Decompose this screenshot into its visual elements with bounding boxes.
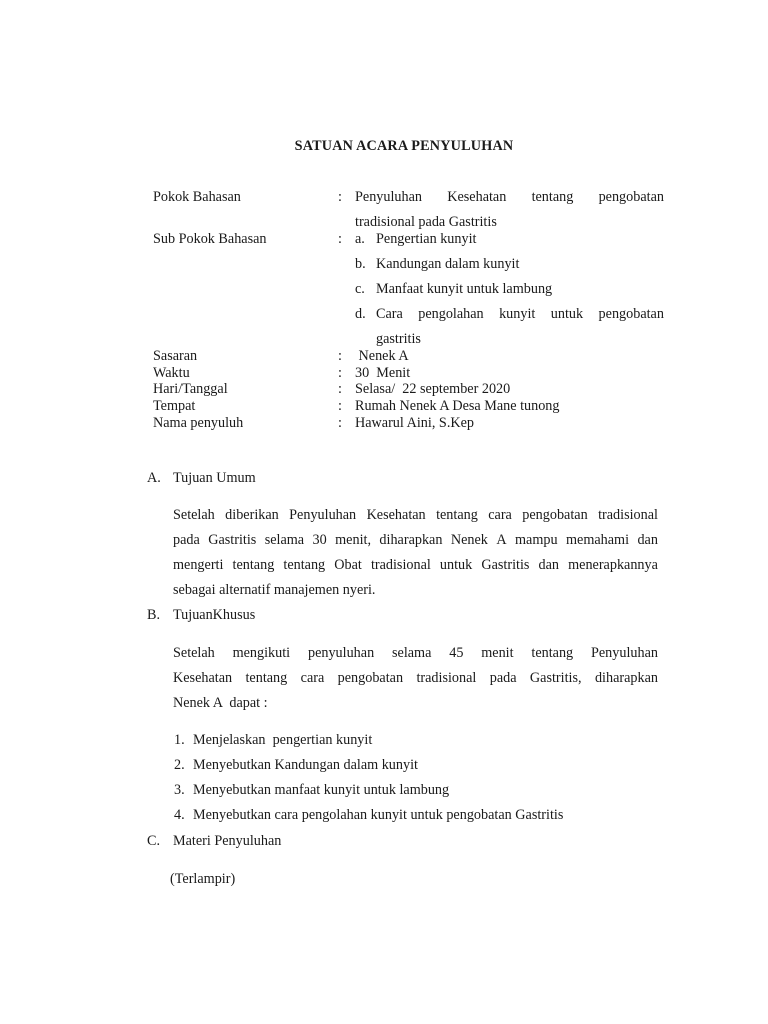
info-row-tempat — [153, 398, 665, 415]
word: Kesehatan — [173, 670, 233, 686]
sub-topic-text-line1 — [376, 306, 664, 323]
section-b-paragraph-line3: Nenek A dapat : — [173, 695, 268, 711]
word: menit, — [335, 532, 371, 548]
word: Penyuluhan — [289, 507, 357, 523]
word: Penyuluhan — [355, 189, 422, 205]
section-b-paragraph-line1 — [173, 645, 658, 662]
section-title: Tujuan Umum — [173, 470, 256, 486]
word: tentang — [283, 557, 326, 573]
section-title: Materi Penyuluhan — [173, 833, 282, 849]
section-letter: B. — [147, 607, 161, 623]
word: pada — [489, 670, 517, 686]
section-a-paragraph-line2 — [173, 532, 658, 549]
sub-topic-letter: a. — [355, 231, 365, 247]
list-number: 1. — [174, 732, 185, 748]
word: dan — [538, 557, 560, 573]
info-row-nama-penyuluh — [153, 415, 665, 432]
word: Gastritis — [208, 532, 257, 548]
sub-topic-text-line2: gastritis — [376, 331, 421, 347]
word: diharapkan — [379, 532, 443, 548]
word: tradisional — [370, 557, 431, 573]
section-title: TujuanKhusus — [173, 607, 256, 623]
word: pengobatan — [337, 670, 404, 686]
word: pengobatan — [598, 189, 664, 205]
word: Obat — [334, 557, 362, 573]
word: tentang — [245, 670, 288, 686]
list-number: 2. — [174, 757, 185, 773]
word: cara — [300, 670, 325, 686]
info-value: 30 Menit — [355, 365, 411, 381]
word: tentang — [531, 189, 574, 205]
info-label: Hari/Tanggal — [153, 381, 228, 397]
sub-topic-letter: d. — [355, 306, 366, 322]
word: memahami — [565, 532, 630, 548]
info-row-waktu — [153, 365, 665, 382]
word: tentang — [436, 507, 478, 523]
word: untuk — [550, 306, 584, 322]
section-b-paragraph-line2 — [173, 670, 658, 687]
list-number: 4. — [174, 807, 185, 823]
info-colon: : — [338, 231, 342, 247]
word: pada — [173, 532, 200, 548]
sub-topic-text: Manfaat kunyit untuk lambung — [376, 281, 553, 297]
info-label: Waktu — [153, 365, 190, 381]
word: tradisional — [598, 507, 658, 523]
word: Setelah — [173, 645, 215, 661]
section-a-paragraph-line3 — [173, 557, 658, 574]
section-a-paragraph-line1 — [173, 507, 658, 524]
sub-topic-text: Kandungan dalam kunyit — [376, 256, 520, 272]
word: Kesehatan — [366, 507, 426, 523]
list-text: Menyebutkan Kandungan dalam kunyit — [193, 757, 418, 773]
info-label: Tempat — [153, 398, 196, 414]
word: Cara — [376, 306, 403, 322]
word: Nenek — [450, 532, 488, 548]
word: diharapkan — [594, 670, 658, 686]
word: Setelah — [173, 507, 215, 523]
info-value: Nenek A — [355, 348, 409, 364]
word: pengolahan — [418, 306, 484, 322]
word: tentang — [531, 645, 574, 661]
word: tentang — [232, 557, 275, 573]
word: Gastritis — [481, 557, 530, 573]
word: selama — [392, 645, 432, 661]
sub-topic-text: Pengertian kunyit — [376, 231, 477, 247]
word: selama — [264, 532, 305, 548]
info-value: Hawarul Aini, S.Kep — [355, 415, 474, 431]
info-label: Nama penyuluh — [153, 415, 244, 431]
list-text: Menyebutkan cara pengolahan kunyit untuk pengobatan Gastritis — [193, 807, 564, 823]
info-colon: : — [338, 415, 342, 431]
info-label: Sub Pokok Bahasan — [153, 231, 267, 247]
word: menerapkannya — [568, 557, 658, 573]
info-colon: : — [338, 381, 342, 397]
sub-topic-letter: b. — [355, 256, 366, 272]
word: A — [496, 532, 507, 548]
info-label: Pokok Bahasan — [153, 189, 241, 205]
word: Gastritis, — [529, 670, 582, 686]
word: kunyit — [499, 306, 536, 322]
word: mampu — [515, 532, 558, 548]
list-text: Menyebutkan manfaat kunyit untuk lambung — [193, 782, 450, 798]
word: Kesehatan — [447, 189, 507, 205]
word: mengikuti — [232, 645, 291, 661]
word: pengobatan — [522, 507, 588, 523]
word: Penyuluhan — [590, 645, 658, 661]
word: mengerti — [173, 557, 224, 573]
section-letter: C. — [147, 833, 161, 849]
info-label: Sasaran — [153, 348, 198, 364]
info-row-hari-tanggal — [153, 381, 665, 398]
pokok-bahasan-value-line1 — [355, 189, 664, 206]
word: 30 — [312, 532, 327, 548]
info-colon: : — [338, 189, 342, 205]
info-row-sasaran — [153, 348, 665, 365]
info-colon: : — [338, 365, 342, 381]
word: tradisional — [416, 670, 477, 686]
section-letter: A. — [147, 470, 161, 486]
list-number: 3. — [174, 782, 185, 798]
word: cara — [488, 507, 512, 523]
word: pengobatan — [598, 306, 664, 322]
info-value: Selasa/ 22 september 2020 — [355, 381, 511, 397]
sub-topic-letter: c. — [355, 281, 365, 297]
info-colon: : — [338, 348, 342, 364]
word: dan — [637, 532, 658, 548]
pokok-bahasan-value-line2: tradisional pada Gastritis — [355, 214, 497, 230]
word: diberikan — [225, 507, 279, 523]
section-c-note: (Terlampir) — [170, 871, 236, 887]
word: 45 — [449, 645, 464, 661]
word: menit — [481, 645, 514, 661]
word: penyuluhan — [307, 645, 375, 661]
document-title: SATUAN ACARA PENYULUHAN — [294, 138, 514, 154]
sub-topic-item-d — [355, 306, 664, 347]
info-value: Rumah Nenek A Desa Mane tunong — [355, 398, 560, 414]
list-text: Menjelaskan pengertian kunyit — [193, 732, 373, 748]
word: untuk — [439, 557, 473, 573]
section-a-paragraph-line4: sebagai alternatif manajemen nyeri. — [173, 582, 376, 598]
info-colon: : — [338, 398, 342, 414]
